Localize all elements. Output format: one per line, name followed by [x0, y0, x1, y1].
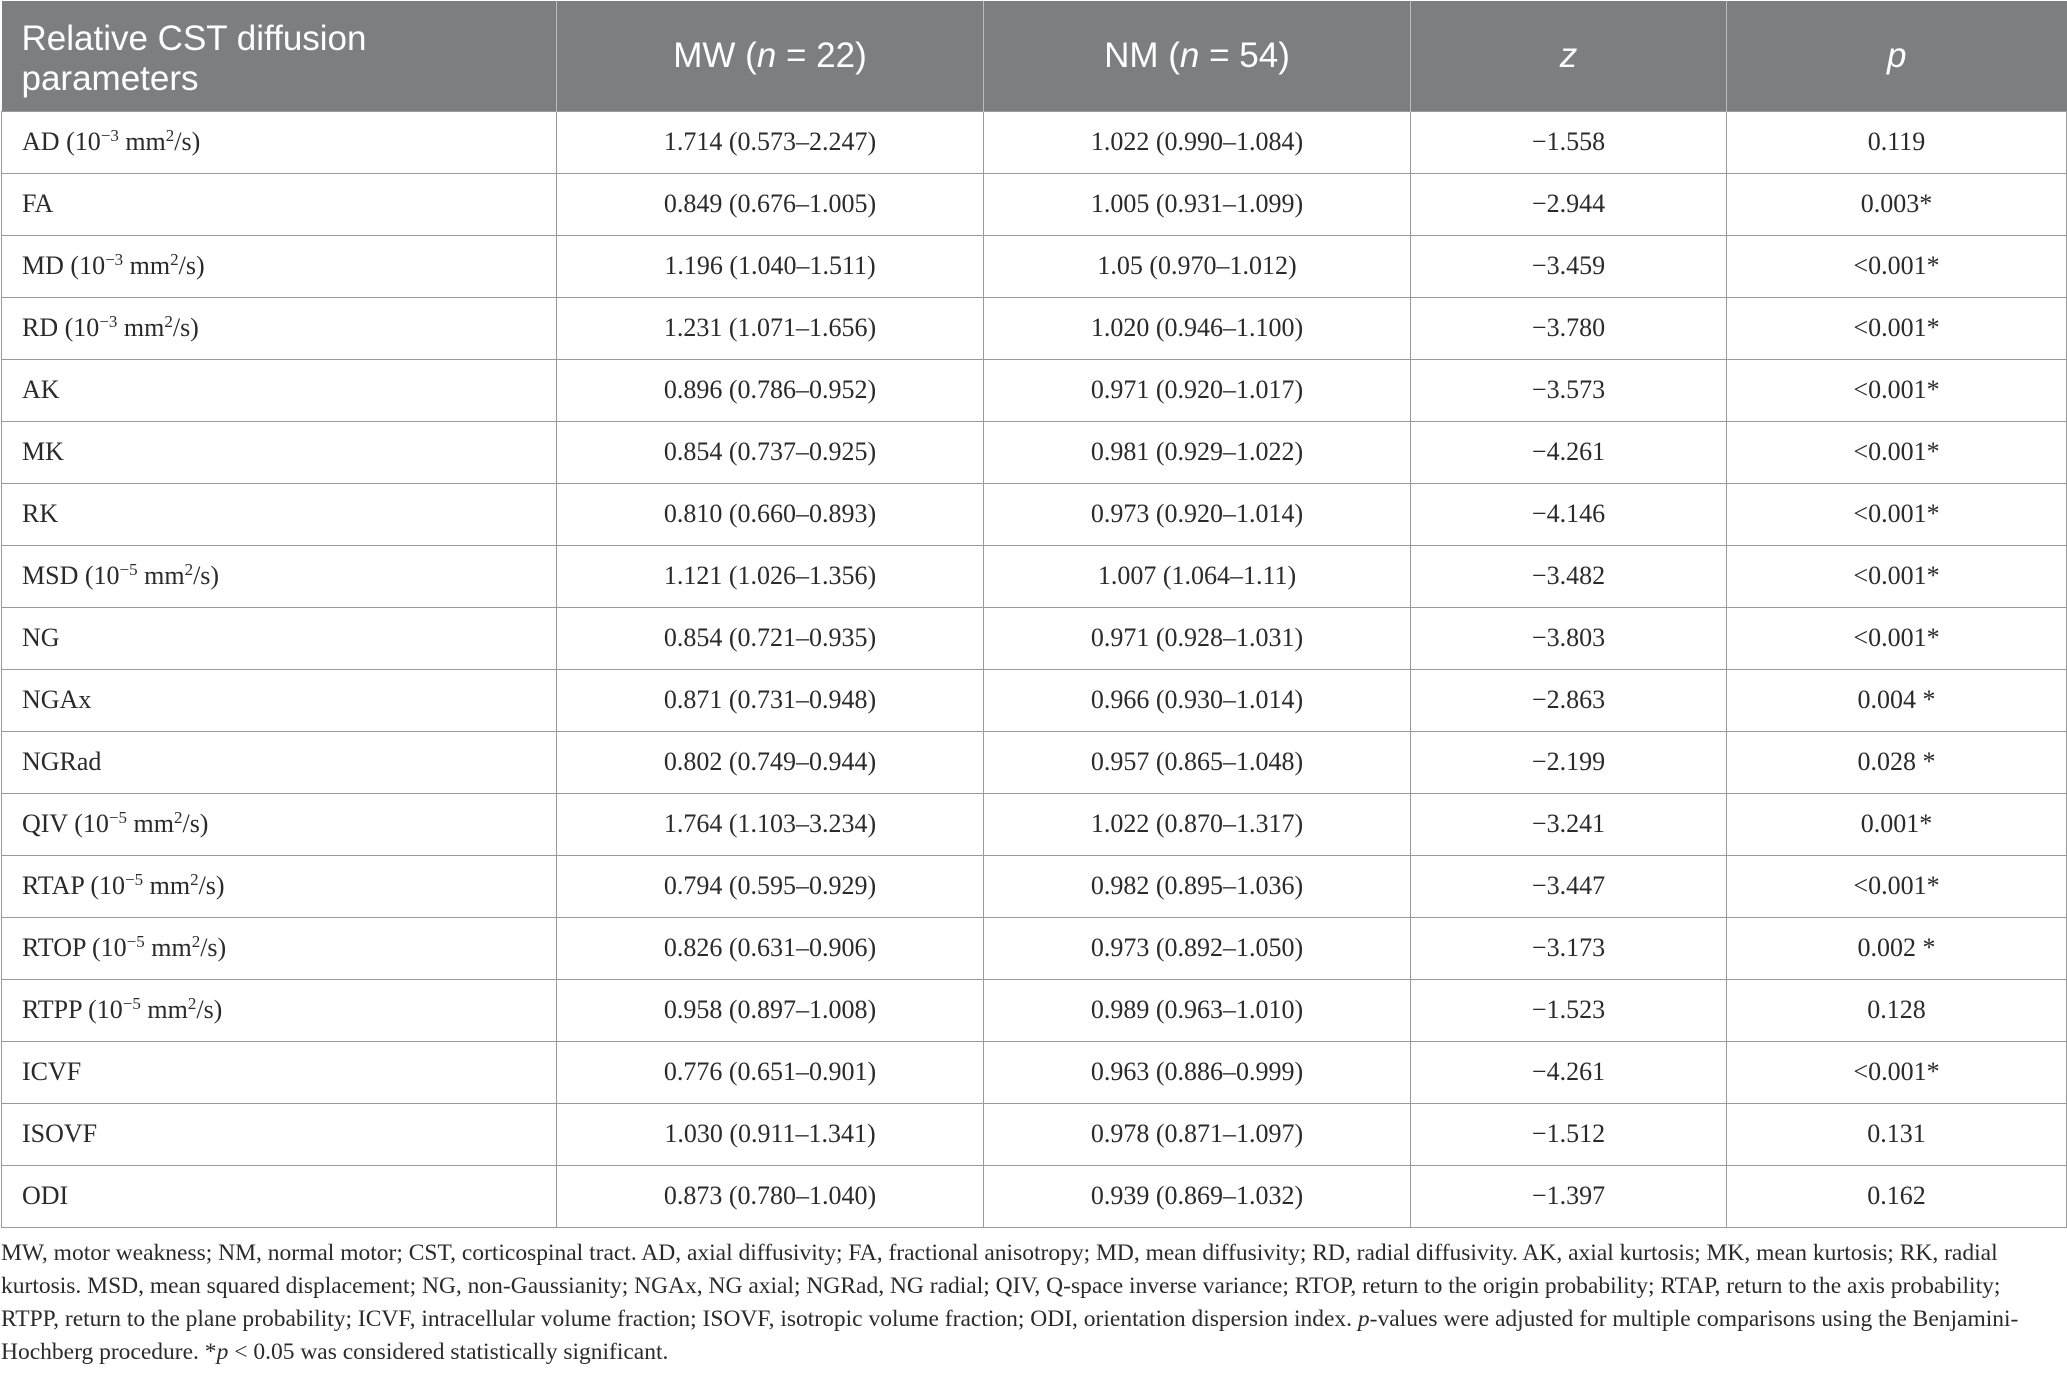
cell-mw: 0.802 (0.749–0.944) [557, 731, 984, 793]
cell-parameter: QIV ($10^{-5}$ $mm^2/s$) [2, 793, 557, 855]
table-row [2, 669, 2067, 731]
cell-z: −3.780 [1411, 297, 1727, 359]
cell-p: 0.001* [1727, 793, 2067, 855]
cell-mw: 0.896 (0.786–0.952) [557, 359, 984, 421]
cell-z: −2.199 [1411, 731, 1727, 793]
table-row [2, 483, 2067, 545]
cell-nm: 1.022 (0.990–1.084) [984, 111, 1411, 173]
cell-p: 0.028 * [1727, 731, 2067, 793]
table-row [2, 545, 2067, 607]
cell-p: 0.004 * [1727, 669, 2067, 731]
table-footnote: MW, motor weakness; NM, normal motor; CST, corticospinal tract. AD, axial diffusivity; FA, fractional anisotropy; MD, mean diffusivity; RD, radial diffusivity. AK, axial kurtosis; MK, mean kurtosis; RK, radial kurtosis. MSD, mean squared displacement; NG, non-Gaussianity; NGAx, NG axial; NGRad, NG radial; QIV, Q-space inverse variance; RTOP, return to the origin probability; RTAP, return to the axis probability; RTPP, return to the plane probability; ICVF, intracellular volume fraction; ISOVF, isotropic volume fraction; ODI, orientation dispersion index. p-values were adjusted for multiple comparisons using the Benjamini-Hochberg procedure. *p < 0.05 was considered statistically significant. [1, 1239, 2019, 1365]
cell-mw: 0.871 (0.731–0.948) [557, 669, 984, 731]
cell-parameter: RD ($10^{-3}$ $mm^2/s$) [2, 297, 557, 359]
cell-mw: 1.231 (1.071–1.656) [557, 297, 984, 359]
cell-z: −3.241 [1411, 793, 1727, 855]
cell-p: 0.003* [1727, 173, 2067, 235]
cell-p: 0.119 [1727, 111, 2067, 173]
cell-parameter: FA [2, 173, 557, 235]
cell-parameter: MSD ($10^{-5}$ $mm^2/s$) [2, 545, 557, 607]
cell-z: −1.397 [1411, 1165, 1727, 1227]
cell-z: −4.261 [1411, 421, 1727, 483]
cell-mw: 1.764 (1.103–3.234) [557, 793, 984, 855]
cell-nm: 1.022 (0.870–1.317) [984, 793, 1411, 855]
cell-nm: 0.982 (0.895–1.036) [984, 855, 1411, 917]
table-row [2, 793, 2067, 855]
cell-z: −2.863 [1411, 669, 1727, 731]
cell-p: <0.001* [1727, 607, 2067, 669]
cell-z: −3.173 [1411, 917, 1727, 979]
cell-mw: 0.794 (0.595–0.929) [557, 855, 984, 917]
cell-z: −3.447 [1411, 855, 1727, 917]
cell-p: <0.001* [1727, 1041, 2067, 1103]
cell-z: −3.482 [1411, 545, 1727, 607]
cell-z: −1.523 [1411, 979, 1727, 1041]
cell-mw: 0.873 (0.780–1.040) [557, 1165, 984, 1227]
cell-z: −1.558 [1411, 111, 1727, 173]
cell-nm: 0.971 (0.920–1.017) [984, 359, 1411, 421]
cell-mw: 1.121 (1.026–1.356) [557, 545, 984, 607]
cell-nm: 0.989 (0.963–1.010) [984, 979, 1411, 1041]
cell-z: −2.944 [1411, 173, 1727, 235]
header-mw: MW (n = 22) [557, 1, 984, 111]
cell-nm: 1.05 (0.970–1.012) [984, 235, 1411, 297]
table-row [2, 917, 2067, 979]
cell-mw: 0.849 (0.676–1.005) [557, 173, 984, 235]
cell-p: 0.002 * [1727, 917, 2067, 979]
cell-parameter: MD ($10^{-3}$ $mm^2/s$) [2, 235, 557, 297]
header-p: p [1727, 1, 2067, 111]
cell-nm: 0.939 (0.869–1.032) [984, 1165, 1411, 1227]
cell-mw: 0.854 (0.737–0.925) [557, 421, 984, 483]
table-row [2, 979, 2067, 1041]
cell-parameter: ISOVF [2, 1103, 557, 1165]
cell-parameter: NGAx [2, 669, 557, 731]
cell-p: <0.001* [1727, 855, 2067, 917]
results-table [1, 1, 2067, 1228]
cell-mw: 0.854 (0.721–0.935) [557, 607, 984, 669]
table-row [2, 1041, 2067, 1103]
header-nm: NM (n = 54) [984, 1, 1411, 111]
table-row [2, 1165, 2067, 1227]
cell-nm: 0.971 (0.928–1.031) [984, 607, 1411, 669]
cell-parameter: ODI [2, 1165, 557, 1227]
cell-nm: 1.020 (0.946–1.100) [984, 297, 1411, 359]
cell-p: <0.001* [1727, 483, 2067, 545]
cell-parameter: ICVF [2, 1041, 557, 1103]
cell-parameter: RK [2, 483, 557, 545]
cell-p: <0.001* [1727, 359, 2067, 421]
cell-p: <0.001* [1727, 421, 2067, 483]
header-parameter: Relative CST diffusion parameters [2, 1, 557, 111]
cell-mw: 1.196 (1.040–1.511) [557, 235, 984, 297]
cell-z: −4.261 [1411, 1041, 1727, 1103]
table-row [2, 297, 2067, 359]
table-row [2, 855, 2067, 917]
cell-z: −3.573 [1411, 359, 1727, 421]
cell-p: <0.001* [1727, 545, 2067, 607]
table-row [2, 359, 2067, 421]
cell-mw: 0.810 (0.660–0.893) [557, 483, 984, 545]
cell-nm: 1.005 (0.931–1.099) [984, 173, 1411, 235]
table-row [2, 173, 2067, 235]
cell-nm: 1.007 (1.064–1.11) [984, 545, 1411, 607]
cell-p: <0.001* [1727, 297, 2067, 359]
cell-mw: 0.826 (0.631–0.906) [557, 917, 984, 979]
table-row [2, 235, 2067, 297]
table-row [2, 421, 2067, 483]
cell-nm: 0.957 (0.865–1.048) [984, 731, 1411, 793]
cell-parameter: AK [2, 359, 557, 421]
cell-nm: 0.981 (0.929–1.022) [984, 421, 1411, 483]
cell-parameter: AD ($10^{-3}$ $mm^2/s$) [2, 111, 557, 173]
cell-nm: 0.966 (0.930–1.014) [984, 669, 1411, 731]
cell-mw: 0.776 (0.651–0.901) [557, 1041, 984, 1103]
cell-parameter: RTAP ($10^{-5}$ $mm^2/s$) [2, 855, 557, 917]
cell-parameter: RTOP ($10^{-5}$ $mm^2/s$) [2, 917, 557, 979]
cell-parameter: NGRad [2, 731, 557, 793]
cell-parameter: NG [2, 607, 557, 669]
cell-z: −3.803 [1411, 607, 1727, 669]
cell-z: −3.459 [1411, 235, 1727, 297]
table-row [2, 731, 2067, 793]
cell-mw: 1.030 (0.911–1.341) [557, 1103, 984, 1165]
table-row [2, 1103, 2067, 1165]
cell-parameter: MK [2, 421, 557, 483]
table-row [2, 607, 2067, 669]
cell-p: 0.128 [1727, 979, 2067, 1041]
cell-mw: 0.958 (0.897–1.008) [557, 979, 984, 1041]
cell-nm: 0.973 (0.892–1.050) [984, 917, 1411, 979]
cell-p: <0.001* [1727, 235, 2067, 297]
table-row [2, 111, 2067, 173]
table-header-row [2, 1, 2067, 111]
cell-nm: 0.978 (0.871–1.097) [984, 1103, 1411, 1165]
cell-parameter: RTPP ($10^{-5}$ $mm^2/s$) [2, 979, 557, 1041]
cell-p: 0.131 [1727, 1103, 2067, 1165]
cell-p: 0.162 [1727, 1165, 2067, 1227]
header-z: z [1411, 1, 1727, 111]
cell-nm: 0.973 (0.920–1.014) [984, 483, 1411, 545]
cell-z: −4.146 [1411, 483, 1727, 545]
cell-z: −1.512 [1411, 1103, 1727, 1165]
cell-nm: 0.963 (0.886–0.999) [984, 1041, 1411, 1103]
cell-mw: 1.714 (0.573–2.247) [557, 111, 984, 173]
